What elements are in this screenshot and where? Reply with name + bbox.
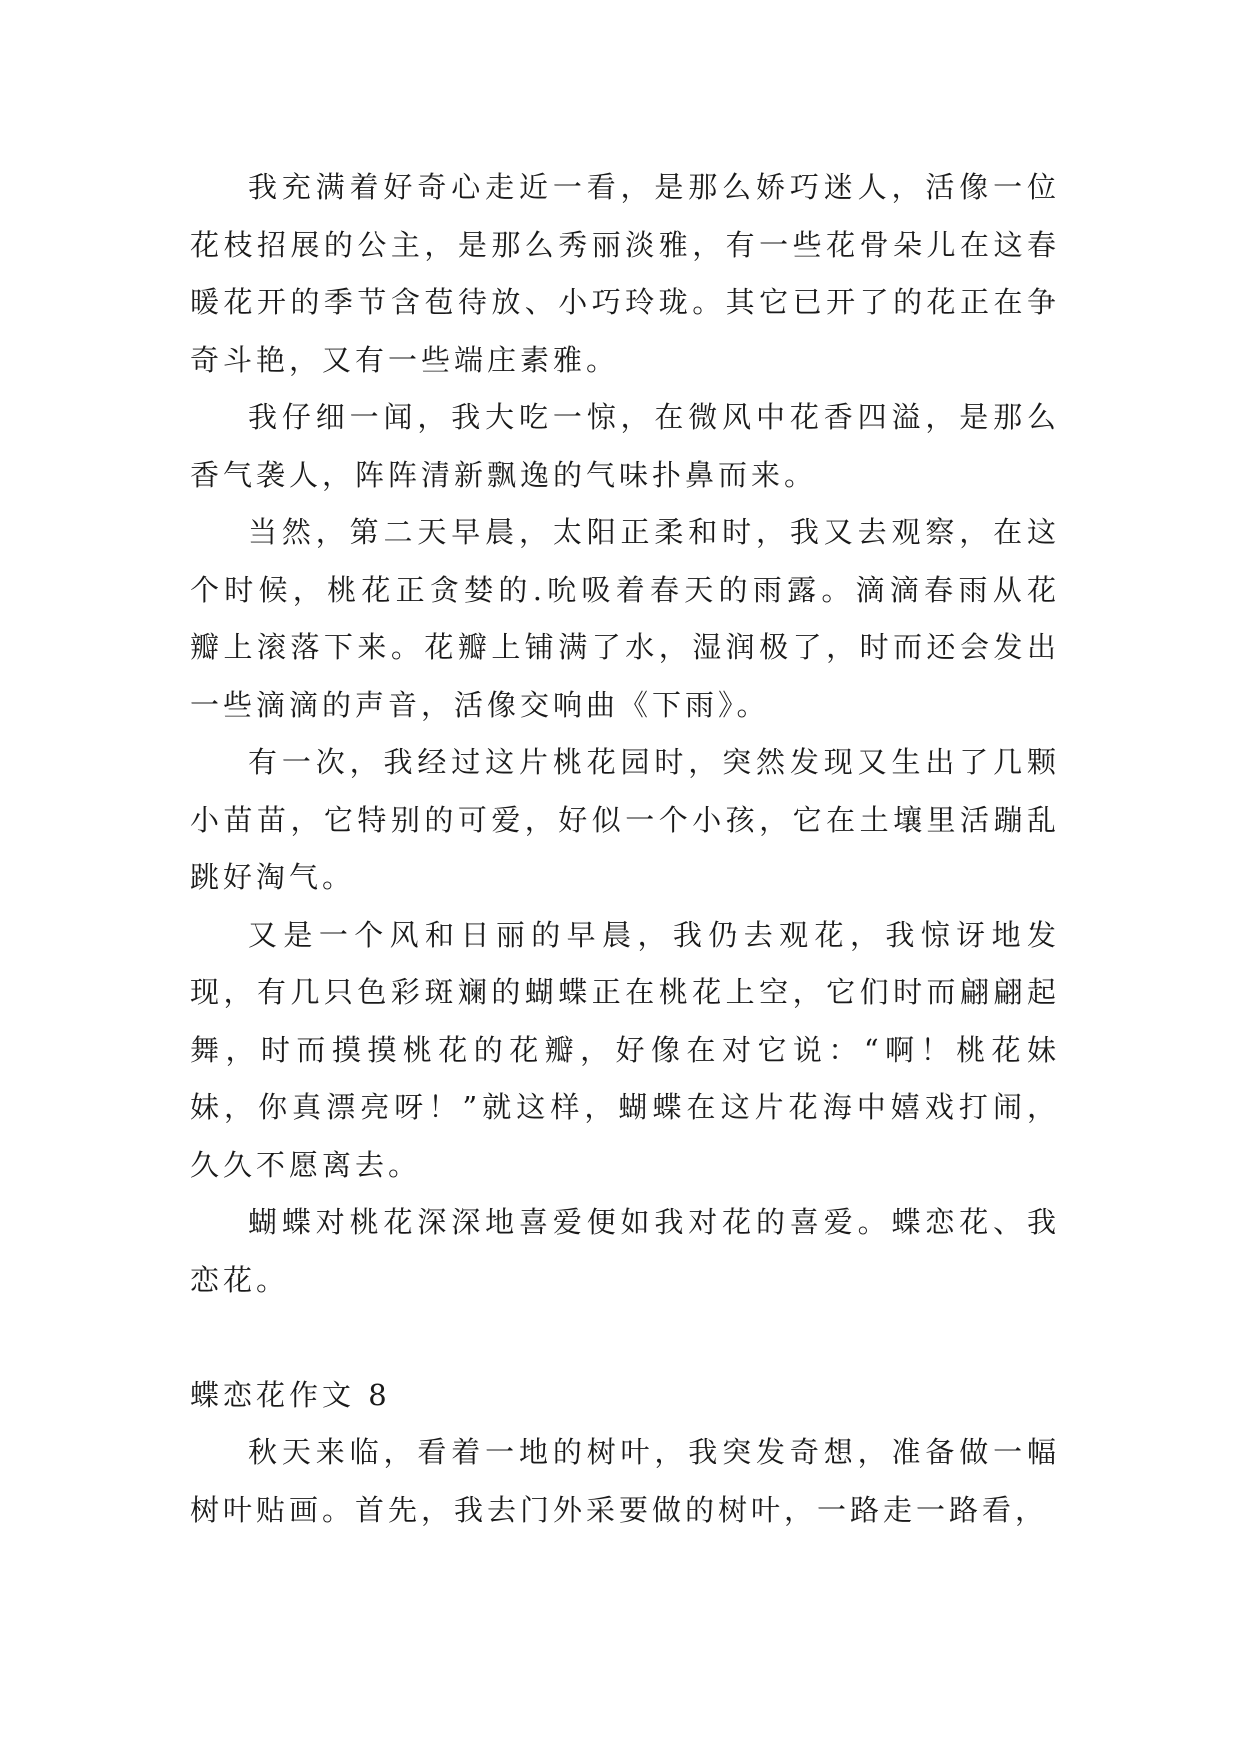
document-body xyxy=(190,159,1060,1539)
paragraph-curiosity: 我充满着好奇心走近一看，是那么娇巧迷人，活像一位花枝招展的公主，是那么秀丽淡雅，有一些花骨朵儿在这春暖花开的季节含苞待放、小巧玲珑。其它已开了的花正在争奇斗艳，又有一些端庄素雅。 xyxy=(190,170,1060,377)
paragraph-butterflies: 又是一个风和日丽的早晨，我仍去观花，我惊讶地发现，有几只色彩斑斓的蝴蝶正在桃花上空，它们时而翩翩起舞，时而摸摸桃花的花瓣，好像在对它说：“啊！桃花妹妹，你真漂亮呀！”就这样，蝴蝶在这片花海中嬉戏打闹，久久不愿离去。 xyxy=(190,917,1060,1182)
section-heading: 蝶恋花作文 8 xyxy=(190,1377,391,1412)
paragraph-conclusion: 蝴蝶对桃花深深地喜爱便如我对花的喜爱。蝶恋花、我恋花。 xyxy=(190,1205,1060,1297)
paragraph-fragrance: 我仔细一闻，我大吃一惊，在微风中花香四溢，是那么香气袭人，阵阵清新飘逸的气味扑鼻而来。 xyxy=(190,400,1060,492)
paragraph-seedlings: 有一次，我经过这片桃花园时，突然发现又生出了几颗小苗苗，它特别的可爱，好似一个小孩，它在土壤里活蹦乱跳好淘气。 xyxy=(190,745,1060,894)
paragraph-autumn-leaves: 秋天来临，看着一地的树叶，我突发奇想，准备做一幅树叶贴画。首先，我去门外采要做的树叶，一路走一路看， xyxy=(190,1435,1060,1527)
paragraph-morning-rain: 当然，第二天早晨，太阳正柔和时，我又去观察，在这个时候，桃花正贪婪的.吮吸着春天的雨露。滴滴春雨从花瓣上滚落下来。花瓣上铺满了水，湿润极了，时而还会发出一些滴滴的声音，活像交响曲《下雨》。 xyxy=(190,515,1060,722)
